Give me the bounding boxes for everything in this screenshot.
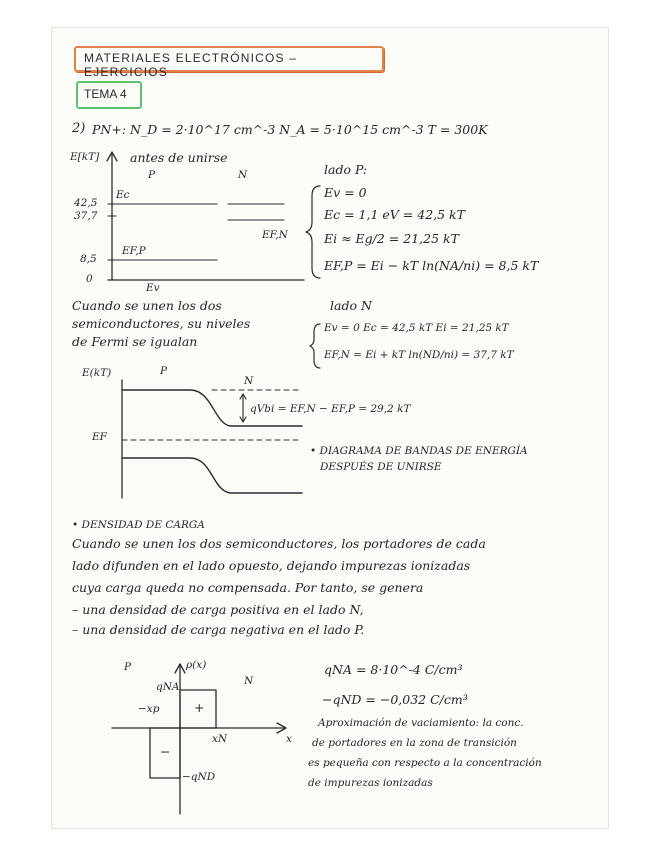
- densidad-line: Cuando se unen los dos semiconductores, los portadores de cada: [72, 536, 486, 551]
- d3-x-axis-label: x: [286, 733, 292, 745]
- d2-valence-band: [122, 458, 302, 493]
- lado-n-title: lado N: [330, 298, 372, 313]
- problem-statement: PN+: N_D = 2·10^17 cm^-3 N_A = 5·10^15 cm^-3 T = 300K: [92, 122, 488, 137]
- d3-plus-sign: +: [194, 700, 205, 715]
- d1-efn-label: EF,N: [262, 229, 288, 241]
- approx-note: Aproximación de vaciamiento: la conc.: [318, 717, 524, 729]
- d2-n-label: N: [244, 375, 254, 387]
- note-line: de Fermi se igualan: [72, 334, 198, 349]
- d1-efp-label: EF,P: [122, 245, 146, 257]
- lado-p-eq: Ec = 1,1 eV = 42,5 kT: [324, 207, 465, 222]
- d2-ef-label: EF: [92, 431, 107, 443]
- d3-minus-sign: −: [160, 744, 171, 759]
- densidad-line: lado difunden en el lado opuesto, dejando impurezas ionizadas: [72, 558, 471, 573]
- d1-p-label: P: [148, 169, 156, 181]
- d3-xp-label: −xp: [138, 703, 160, 715]
- note-line: semiconductores, su niveles: [72, 316, 251, 331]
- lado-p-eq: EF,P = Ei − kT ln(NA/ni) = 8,5 kT: [324, 258, 539, 273]
- band-caption: DESPUÉS DE UNIRSE: [320, 461, 442, 473]
- densidad-line: cuya carga queda no compensada. Por tanto, se genera: [72, 580, 424, 595]
- d1-tick-label: 0: [86, 273, 93, 285]
- qnd-equation: −qND = −0,032 C/cm³: [322, 692, 468, 707]
- lado-n-eq: EF,N = Ei + kT ln(ND/ni) = 37,7 kT: [324, 349, 514, 361]
- drawings: [52, 28, 608, 828]
- band-diagram-before: [107, 152, 304, 280]
- brace-lado-n: [310, 324, 320, 368]
- band-caption: • DIAGRAMA DE BANDAS DE ENERGÍA: [310, 445, 528, 457]
- d2-p-label: P: [160, 365, 168, 377]
- d3-p-label: P: [124, 661, 132, 673]
- d3-rho-label: ρ(x): [186, 659, 207, 671]
- lado-p-title: lado P:: [324, 162, 368, 177]
- page-title: MATERIALES ELECTRÓNICOS – EJERCICIOS: [84, 51, 298, 79]
- qna-equation: qNA = 8·10^-4 C/cm³: [324, 662, 463, 677]
- d2-ylabel: E(kT): [82, 367, 112, 379]
- tema-label: TEMA 4: [84, 87, 127, 101]
- d1-ec-label: Ec: [116, 189, 130, 201]
- d1-tick-label: 8,5: [80, 253, 97, 265]
- lado-p-eq: Ei ≈ Eg/2 = 21,25 kT: [324, 231, 459, 246]
- lado-n-eq: Ev = 0 Ec = 42,5 kT Ei = 21,25 kT: [324, 322, 509, 334]
- approx-note: es pequeña con respecto a la concentración: [308, 757, 542, 769]
- densidad-line: – una densidad de carga negativa en el lado P.: [72, 622, 365, 637]
- d1-tick-label: 42,5: [74, 197, 98, 209]
- charge-density-plot: [112, 661, 286, 814]
- band-diagram-after: [122, 380, 302, 498]
- d1-tick-label: 37,7: [74, 210, 98, 222]
- d3-qna-label: qNA: [156, 681, 180, 693]
- d3-n-label: N: [244, 675, 254, 687]
- d2-qvbi-label: qVbi = EF,N − EF,P = 29,2 kT: [250, 403, 411, 415]
- notebook-page: [52, 28, 608, 828]
- d3-qnd-label: −qND: [182, 771, 216, 783]
- approx-note: de impurezas ionizadas: [308, 777, 433, 789]
- d1-n-label: N: [238, 169, 248, 181]
- d1-caption: antes de unirse: [130, 150, 228, 165]
- brace-lado-p: [306, 186, 320, 278]
- lado-p-eq: Ev = 0: [324, 185, 367, 200]
- d1-ylabel: E[kT]: [70, 151, 100, 163]
- densidad-line: – una densidad de carga positiva en el lado N,: [72, 602, 364, 617]
- densidad-heading: • DENSIDAD DE CARGA: [72, 519, 205, 531]
- approx-note: de portadores en la zona de transición: [312, 737, 517, 749]
- d3-xn-label: xN: [212, 733, 228, 745]
- problem-number: 2): [72, 121, 86, 136]
- note-line: Cuando se unen los dos: [72, 298, 222, 313]
- d1-ev-label: Ev: [146, 282, 160, 294]
